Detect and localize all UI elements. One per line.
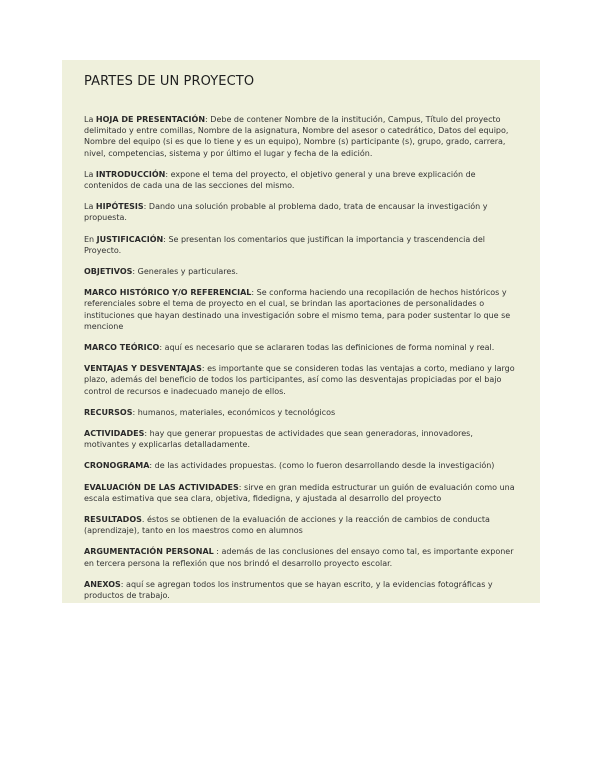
section-label: MARCO HISTÓRICO Y/O REFERENCIAL [84,288,252,298]
section-introduccion [84,169,520,191]
section-label: VENTAJAS Y DESVENTAJAS [84,364,202,374]
section-hipotesis [84,201,520,223]
section-separator: : [251,288,257,298]
section-resultados [84,514,520,536]
section-text: Se presentan los comentarios que justifican la importancia y trascendencia del Proyecto. [84,234,485,255]
section-intro: La [84,169,96,179]
section-label: INTRODUCCIÓN [95,169,166,179]
section-text: además de las conclusiones del ensayo como tal, es importante exponer en tercera persona la reflexión que nos brindó el desarrollo proyecto escolar. [84,547,514,568]
document-panel [62,60,540,603]
section-separator: : [143,202,149,212]
section-ventajas-desventajas [84,363,520,397]
section-label: OBJETIVOS [84,267,133,277]
section-separator: : [132,407,138,417]
section-text: éstos se obtienen de la evaluación de acciones y la reacción de cambios de conducta (aprendizaje), tanto en los maestros como en alumnos [84,515,490,536]
section-separator: : [165,169,171,179]
section-text: de las actividades propuestas. (como lo fueron desarrollando desde la investigación) [154,461,495,471]
section-label: EVALUACIÓN DE LAS ACTIVIDADES [84,482,239,492]
section-label: JUSTIFICACIÓN [96,234,164,244]
section-actividades [84,428,520,450]
section-text: Debe de contener Nombre de la institución, Campus, Título del proyecto delimitado y entre comillas, Nombre de la asignatura, Nombre del asesor o catedrático, Datos del equipo, Nombre del equipo (si es que lo tiene y es un equipo), Nombre (s) participante (s), grupo, grado, carrera, nivel, competencias, sistema y por último el lugar y fecha de la edición. [84,115,509,158]
section-label: MARCO TEÓRICO [84,343,160,353]
section-separator: . [141,515,147,525]
section-separator: : [238,482,245,492]
section-label: HIPÓTESIS [95,202,144,212]
section-marco-historico [84,287,520,332]
section-separator: : [163,234,169,244]
section-label: RESULTADOS [84,515,142,525]
section-objetivos [84,266,520,277]
section-label: RECURSOS [84,407,133,417]
section-label: ACTIVIDADES [84,429,145,439]
section-label: HOJA DE PRESENTACIÓN [95,115,206,124]
section-separator: : [120,579,127,589]
section-separator: : [144,429,150,439]
section-justificacion [84,234,520,256]
section-intro: La [84,115,96,124]
section-text: humanos, materiales, económicos y tecnológicos [137,407,336,417]
section-text: Generales y particulares. [137,267,239,277]
section-text: aquí se agregan todos los instrumentos que se hayan escrito, y la evidencias fotográficas y productos de trabajo. [84,579,493,601]
section-label: ANEXOS [84,579,121,589]
section-text: hay que generar propuestas de actividades que sean generadoras, innovadores, motivantes y explicarlas detalladamente. [84,429,473,450]
section-separator: : [201,364,208,374]
section-separator: : [213,547,222,557]
section-label: ARGUMENTACIÓN PERSONAL [84,547,214,557]
section-separator: : [132,267,138,277]
section-marco-teorico [84,342,520,353]
section-separator: : [205,115,211,124]
section-separator: : [159,343,165,353]
section-intro: La [84,202,96,212]
section-hoja-de-presentacion [84,114,520,159]
section-evaluacion-actividades [84,482,520,504]
section-text: sirve en gran medida estructurar un guión de evaluación como una escala estimativa que sea clara, objetiva, fidedigna, y ajustada al desarrollo del proyecto [84,482,515,503]
section-text: expone el tema del proyecto, el objetivo general y una breve explicación de contenidos de cada una de las secciones del mismo. [84,169,476,191]
section-text: Se conforma haciendo una recopilación de hechos históricos y referenciales sobre el tema de proyecto en el cual, se brindan las aportaciones de personalidades o instituciones que hayan destinado una investigación sobre el mismo tema, para poder sustentar lo que se mencione [84,288,511,331]
section-intro: En [84,234,97,244]
section-separator: : [149,461,155,471]
document-title: PARTES DE UN PROYECTO [84,74,255,89]
section-argumentacion-personal [84,546,520,568]
section-label: CRONOGRAMA [84,461,150,471]
section-recursos [84,407,520,418]
section-text: Dando una solución probable al problema dado, trata de encausar la investigación y propuesta. [84,202,488,223]
section-text: aquí es necesario que se aclararen todas las definiciones de forma nominal y real. [164,343,495,353]
section-text: es importante que se consideren todas las ventajas a corto, mediano y largo plazo, además del beneficio de todos los participantes, así como las desventajas propiciadas por el bajo control de recursos e inadecuado manejo de ellos. [84,364,515,396]
section-cronograma [84,460,520,471]
section-anexos [84,579,520,601]
